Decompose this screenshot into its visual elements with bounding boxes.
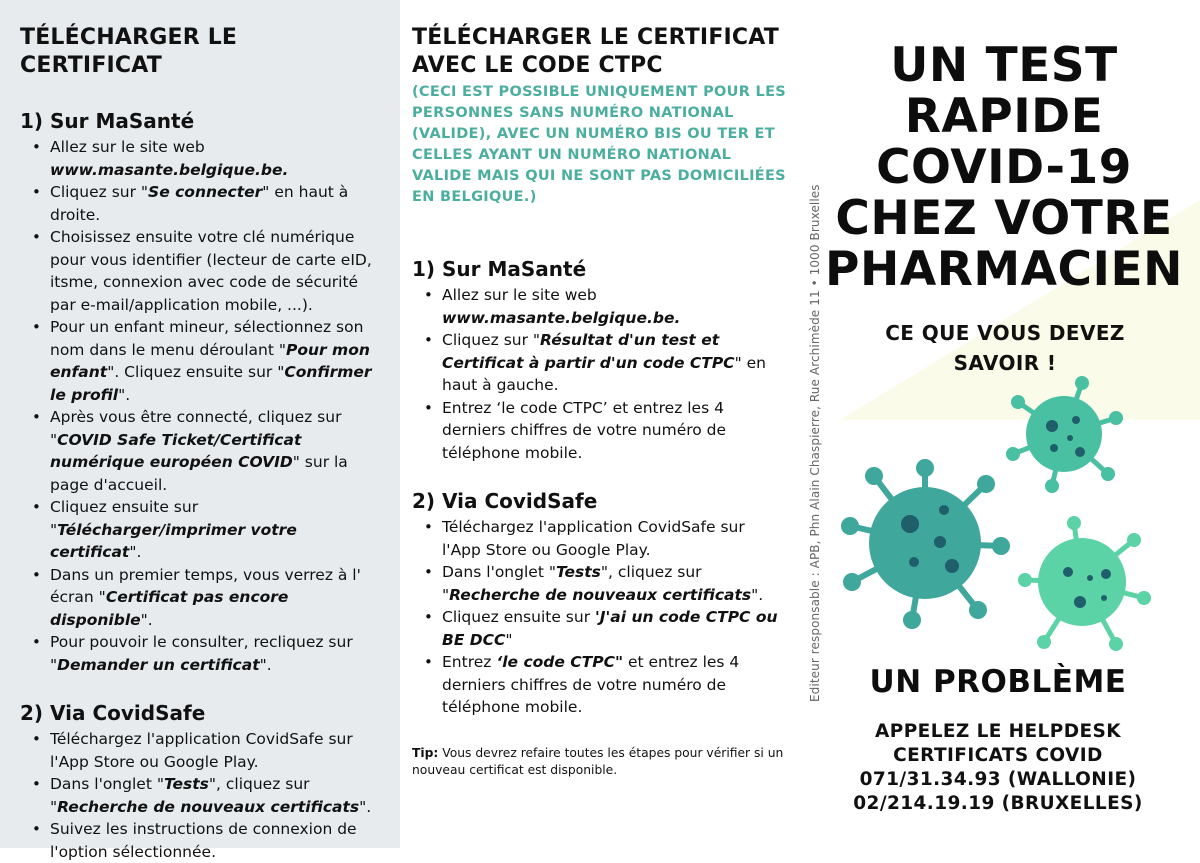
list-item bbox=[20, 773, 382, 818]
item-text: et entrez les 4 derniers chiffres de votre numéro de téléphone mobile. bbox=[442, 653, 740, 716]
masante-heading: 1) Sur MaSanté bbox=[20, 109, 195, 133]
list-item bbox=[20, 316, 382, 406]
covidsafe-steps bbox=[20, 728, 382, 863]
virus-large-icon bbox=[836, 454, 1014, 632]
list-item bbox=[20, 564, 382, 632]
left-panel bbox=[0, 0, 400, 861]
ctpc-masante-heading: 1) Sur MaSanté bbox=[412, 257, 587, 281]
emphasis-text: COVID Safe Ticket/Certificat numérique européen COVID bbox=[50, 430, 302, 471]
list-item bbox=[412, 606, 788, 651]
list-item bbox=[20, 226, 382, 316]
item-text: Dans un premier temps, vous verrez à l' écran " bbox=[50, 565, 361, 606]
list-item bbox=[412, 516, 788, 561]
item-text: ". bbox=[359, 797, 372, 816]
eligibility-note: (CECI EST POSSIBLE UNIQUEMENT POUR LES PERSONNES SANS NUMÉRO NATIONAL (VALIDE), AVEC UN NUMÉRO BIS OU TER ET CELLES AYANT UN NUMÉRO NATIONAL VALIDE MAIS QUI NE SONT PAS DOMICILIÉES EN BELGIQUE.) bbox=[412, 84, 787, 205]
item-text: Téléchargez l'application CovidSafe sur l'App Store ou Google Play. bbox=[50, 730, 353, 771]
tip-text: Vous devrez refaire toutes les étapes pour vérifier si un nouveau certificat est disponible. bbox=[412, 745, 784, 777]
list-item bbox=[20, 728, 382, 773]
item-text: Pour un enfant mineur, sélectionnez son nom dans le menu déroulant " bbox=[50, 318, 364, 359]
emphasis-text: Tests bbox=[555, 563, 601, 581]
helpdesk-phone-wallonie: 071/31.34.93 (WALLONIE) bbox=[859, 769, 1137, 790]
cover-title-line: PHARMACIEN bbox=[825, 242, 1183, 297]
emphasis-text: www.masante.belgique.be. bbox=[442, 308, 681, 327]
emphasis-text: Confirmer le profil bbox=[50, 363, 372, 404]
item-text: Cliquez sur " bbox=[442, 331, 541, 349]
cover-subtitle bbox=[850, 318, 1160, 378]
ctpc-covidsafe-heading: 2) Via CovidSafe bbox=[412, 489, 598, 513]
item-text: ". bbox=[118, 385, 131, 404]
list-item bbox=[20, 406, 382, 496]
cover-title-line: UN TEST bbox=[890, 38, 1118, 93]
helpdesk-info bbox=[818, 720, 1178, 816]
emphasis-text: Recherche de nouveaux certificats bbox=[57, 797, 360, 816]
item-text: Cliquez ensuite sur bbox=[442, 608, 596, 626]
item-text: Entrez ‘le code CTPC’ et entrez les 4 derniers chiffres de votre numéro de téléphone mobile. bbox=[442, 398, 727, 462]
cover-title bbox=[818, 40, 1190, 295]
item-text: Allez sur le site web bbox=[50, 138, 205, 156]
list-item bbox=[20, 631, 382, 676]
emphasis-text: 'J'ai un code CTPC ou BE DCC bbox=[442, 608, 778, 649]
cover-subtitle-line: CE QUE VOUS DEVEZ bbox=[885, 321, 1125, 345]
item-text: ". bbox=[259, 655, 272, 674]
helpdesk-line: APPELEZ LE HELPDESK bbox=[875, 721, 1121, 742]
list-item bbox=[412, 329, 788, 397]
item-text: Entrez bbox=[442, 653, 497, 671]
tip-note bbox=[412, 745, 788, 779]
item-text: Dans l'onglet " bbox=[442, 563, 556, 581]
item-text: ". Cliquez ensuite sur " bbox=[107, 363, 285, 381]
helpdesk-phone-bruxelles: 02/214.19.19 (BRUXELLES) bbox=[853, 793, 1143, 814]
emphasis-text: Demander un certificat bbox=[57, 655, 260, 674]
publisher-text: Editeur responsable : APB, Phn Alain Chaspierre, Rue Archimède 11 • 1000 Bruxelles bbox=[808, 184, 822, 702]
item-text: Après vous être connecté, cliquez sur " bbox=[50, 408, 342, 449]
emphasis-text: Pour mon enfant bbox=[50, 340, 370, 381]
item-text: Choisissez ensuite votre clé numérique pour vous identifier (lecteur de carte eID, itsme, connexion avec code de sécurité par e-mail/application mobile, ...). bbox=[50, 228, 372, 314]
item-text: Dans l'onglet " bbox=[50, 775, 164, 793]
emphasis-text: Recherche de nouveaux certificats bbox=[449, 585, 752, 604]
item-text: " en haut à gauche. bbox=[442, 353, 766, 394]
item-text: ", cliquez sur " bbox=[442, 563, 702, 604]
ctpc-masante-steps bbox=[412, 284, 788, 464]
item-text: Téléchargez l'application CovidSafe sur l'App Store ou Google Play. bbox=[442, 518, 745, 559]
item-text: " bbox=[505, 630, 513, 649]
emphasis-text: Se connecter bbox=[148, 183, 263, 201]
ctpc-covidsafe-steps bbox=[412, 516, 788, 719]
item-text: ", cliquez sur " bbox=[50, 775, 310, 816]
emphasis-text: Télécharger/imprimer votre certificat bbox=[50, 520, 297, 561]
item-text: ". bbox=[140, 610, 153, 629]
emphasis-text: Tests bbox=[163, 775, 209, 793]
list-item bbox=[412, 284, 788, 329]
list-item bbox=[20, 496, 382, 564]
cover-title-line: COVID-19 bbox=[876, 140, 1132, 195]
item-text: Cliquez sur " bbox=[50, 183, 149, 201]
tip-label: Tip: bbox=[412, 745, 439, 760]
cover-subtitle-line: SAVOIR ! bbox=[953, 351, 1057, 375]
item-text: " sur la page d'accueil. bbox=[50, 453, 348, 494]
emphasis-text: ‘le code CTPC" bbox=[496, 653, 624, 671]
masante-steps bbox=[20, 136, 382, 676]
item-text: Allez sur le site web bbox=[442, 286, 597, 304]
list-item bbox=[412, 561, 788, 606]
item-text: Suivez les instructions de connexion de l'option sélectionnée. bbox=[50, 820, 357, 861]
emphasis-text: Résultat d'un test et Certificat à partir d'un code CTPC bbox=[442, 331, 735, 372]
virus-small-icon bbox=[1004, 374, 1124, 494]
item-text: Cliquez ensuite sur " bbox=[50, 498, 199, 539]
item-text: Pour pouvoir le consulter, recliquez sur " bbox=[50, 633, 353, 674]
list-item bbox=[20, 818, 382, 863]
list-item bbox=[20, 136, 382, 181]
item-text: " en haut à droite. bbox=[50, 183, 349, 224]
helpdesk-line: CERTIFICATS COVID bbox=[893, 745, 1103, 766]
item-text: ". bbox=[751, 585, 764, 604]
cover-title-line: RAPIDE bbox=[904, 89, 1104, 144]
emphasis-text: www.masante.belgique.be. bbox=[50, 160, 289, 179]
item-text: ". bbox=[129, 543, 142, 561]
virus-medium-icon bbox=[1016, 514, 1152, 654]
cover-title-line: CHEZ VOTRE bbox=[835, 191, 1173, 246]
list-item bbox=[412, 651, 788, 719]
problem-heading: UN PROBLÈME bbox=[869, 664, 1127, 700]
list-item bbox=[412, 397, 788, 465]
emphasis-text: Certificat pas encore disponible bbox=[50, 588, 289, 629]
left-panel-title: TÉLÉCHARGER LE CERTIFICAT bbox=[20, 25, 238, 78]
middle-panel bbox=[400, 0, 800, 848]
covidsafe-heading: 2) Via CovidSafe bbox=[20, 701, 206, 725]
middle-panel-title: TÉLÉCHARGER LE CERTIFICAT AVEC LE CODE CTPC bbox=[412, 25, 780, 78]
list-item bbox=[20, 181, 382, 226]
